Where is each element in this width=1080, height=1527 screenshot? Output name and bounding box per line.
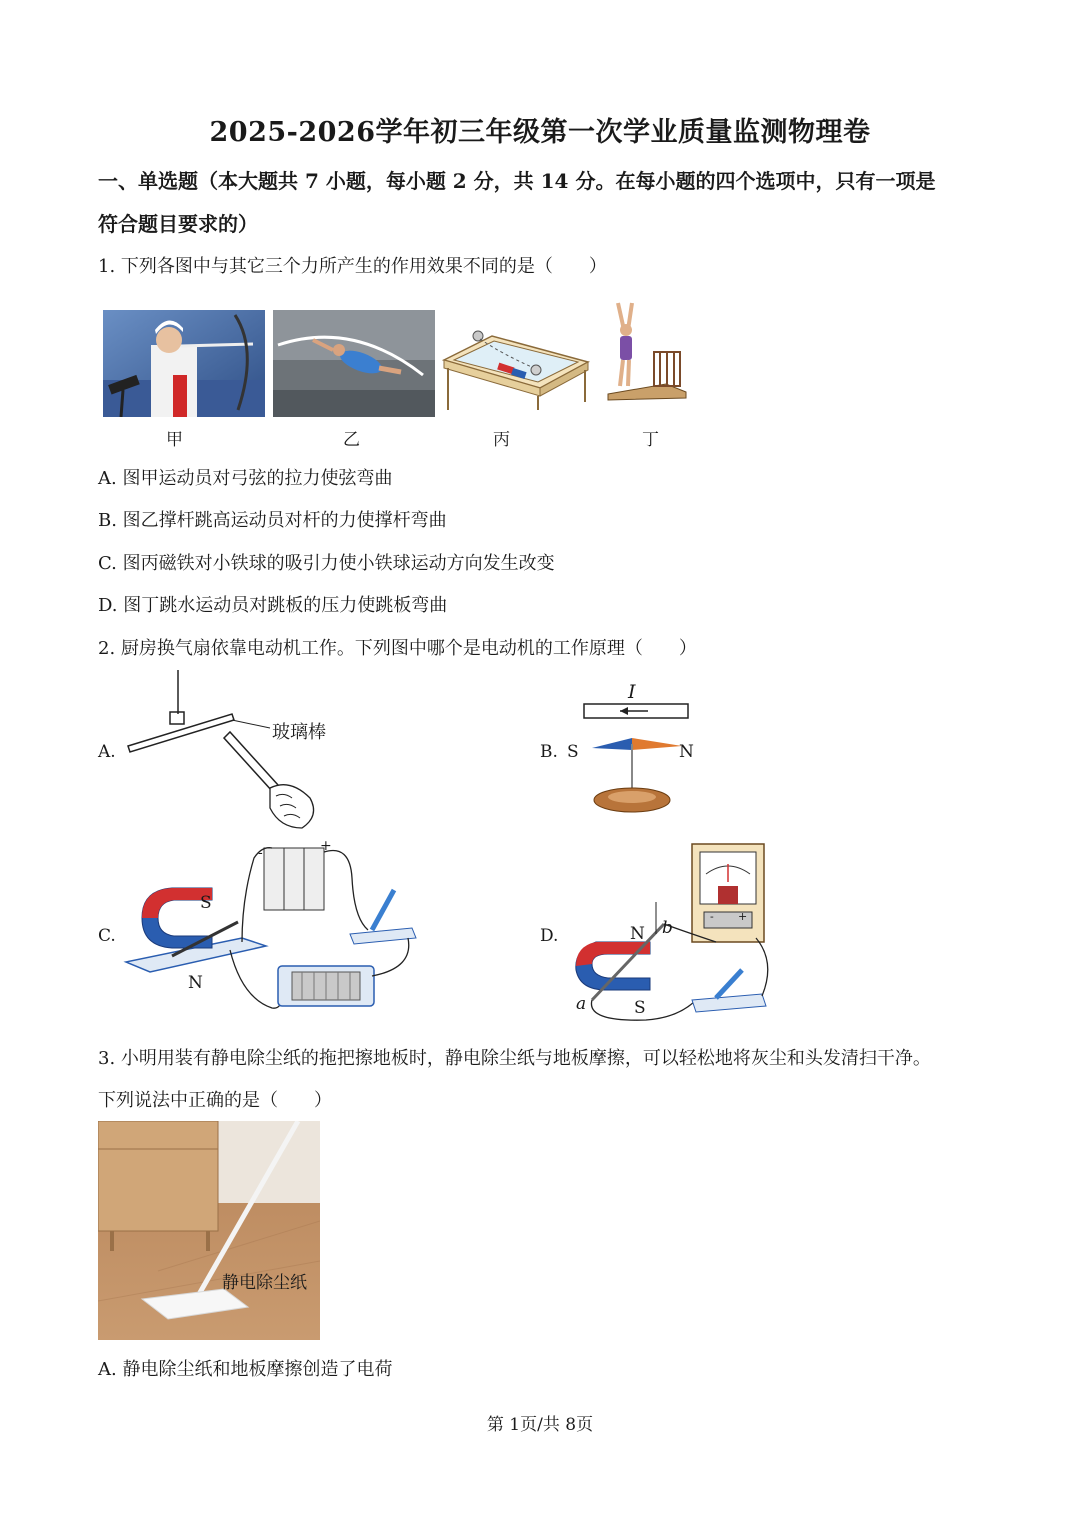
terminal-a-label: a (576, 994, 587, 1014)
q1-stem: 1. 下列各图中与其它三个力所产生的作用效果不同的是（ ） (98, 256, 607, 277)
page-footer: 第 1页/共 8页 (486, 1415, 594, 1435)
q2-option-a-letter[interactable]: A. (98, 742, 116, 762)
caption-bing: 丙 (493, 430, 510, 450)
mop-photo (98, 1121, 320, 1340)
q1-option-d[interactable]: D. 图丁跳水运动员对跳板的压力使跳板弯曲 (98, 595, 448, 616)
terminal-b-label: b (662, 918, 673, 938)
motor-circuit-figure (122, 838, 422, 1026)
q2-option-d-letter[interactable]: D. (540, 926, 559, 946)
motor-n-label: N (188, 973, 203, 993)
q1-option-a[interactable]: A. 图甲运动员对弓弦的拉力使弦弯曲 (98, 468, 393, 489)
dust-paper-label: 静电除尘纸 (222, 1273, 307, 1293)
q1-option-b[interactable]: B. 图乙撑杆跳高运动员对杆的力使撑杆弯曲 (98, 510, 447, 531)
caption-jia: 甲 (166, 430, 183, 450)
glass-rod-figure (120, 668, 340, 833)
current-label: I (628, 681, 636, 703)
compass-n-label: N (679, 742, 694, 762)
q3-stem-cont: 下列说法中正确的是（ ） (98, 1090, 332, 1111)
meter-minus-label: - (710, 910, 714, 923)
exam-title: 2025-2026学年初三年级第一次学业质量监测物理卷 (209, 117, 871, 148)
q2-stem: 2. 厨房换气扇依靠电动机工作。下列图中哪个是电动机的工作原理（ ） (98, 638, 697, 659)
q3-stem: 3. 小明用装有静电除尘纸的拖把擦地板时，静电除尘纸与地板摩擦，可以轻松地将灰尘和头发清扫干净。 (98, 1048, 931, 1069)
archer-photo (103, 310, 265, 417)
diver-figure (606, 300, 688, 405)
motor-s-label: S (200, 893, 212, 913)
battery-minus-label: - (258, 845, 263, 861)
section-heading: 一、单选题（本大题共 7 小题，每小题 2 分，共 14 分。在每小题的四个选项中，只有一项是 (98, 169, 936, 193)
glass-rod-label: 玻璃棒 (272, 722, 326, 743)
q2-option-c-letter[interactable]: C. (98, 926, 116, 946)
caption-yi: 乙 (343, 430, 360, 450)
q2-option-b-letter[interactable]: B. (540, 742, 558, 762)
q1-option-c[interactable]: C. 图丙磁铁对小铁球的吸引力使小铁球运动方向发生改变 (98, 553, 555, 574)
meter-plus-label: + (738, 910, 748, 923)
section-heading-cont: 符合题目要求的） (98, 212, 258, 236)
compass-needle-figure (582, 678, 694, 814)
generator-s-label: S (634, 998, 646, 1018)
generator-n-label: N (630, 924, 645, 944)
caption-ding: 丁 (642, 430, 659, 450)
q3-option-a[interactable]: A. 静电除尘纸和地板摩擦创造了电荷 (98, 1359, 393, 1380)
battery-plus-label: + (320, 838, 332, 854)
magnet-table-figure (442, 322, 590, 412)
compass-s-label: S (567, 742, 579, 762)
pole-vault-photo (273, 310, 435, 417)
